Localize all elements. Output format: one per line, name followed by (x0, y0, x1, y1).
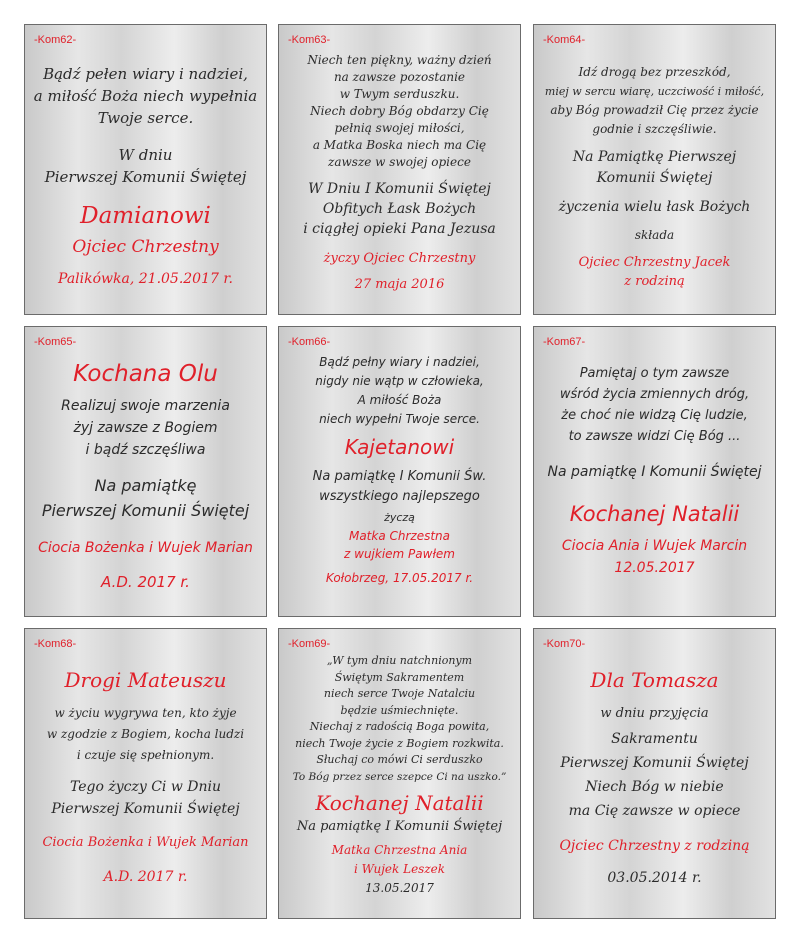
verse-line: w dniu przyjęcia (600, 706, 709, 721)
plate-code: -Kom62- (34, 34, 77, 46)
verse-line: życzenia wielu łask Bożych (558, 199, 751, 215)
plate-text (31, 63, 260, 290)
plate-kom70 (533, 628, 776, 919)
verse-line: Niech ten piękny, ważny dzień (307, 53, 492, 67)
verse-line: Na pamiątkę I Komunii Św. (312, 469, 487, 484)
verse-line: W dniu (118, 146, 173, 164)
sender: Ciocia Bożenka i Wujek Marian (42, 835, 249, 850)
verse-line: W Dniu I Komunii Świętej (308, 181, 491, 197)
verse-line: Na pamiątkę I Komunii Świętej (296, 819, 503, 834)
verse-line: miej w sercu wiarę, uczciwość i miłość, (544, 85, 765, 98)
verse-line: niech wypełni Twoje serce. (319, 412, 480, 426)
plate-kom65 (24, 326, 267, 617)
verse-line: Pierwszej Komunii Świętej (560, 755, 749, 771)
sender: Matka Chrzestna Ania (331, 843, 468, 857)
plate-text (540, 63, 769, 291)
date-line: A.D. 2017 r. (103, 869, 188, 885)
plate-code: -Kom64- (543, 34, 586, 46)
verse-line: Niechaj z radością Boga powita, (309, 720, 490, 733)
verse-line: Realizuj swoje marzenia (61, 398, 230, 414)
plate-code: -Kom68- (34, 638, 77, 650)
recipient-name: Kochana Olu (73, 361, 218, 387)
verse-line: i bądź szczęśliwa (85, 442, 206, 458)
plate-text (285, 52, 514, 295)
verse-line: w Twym serduszku. (339, 87, 460, 101)
plate-kom66 (278, 326, 521, 617)
date-line: Kołobrzeg, 17.05.2017 r. (325, 571, 474, 585)
recipient-name: Drogi Mateuszu (64, 668, 227, 692)
recipient-name: Dla Tomasza (590, 668, 719, 692)
verse-line: zawsze w swojej opiece (328, 155, 471, 169)
verse-line: Tego życzy Ci w Dniu (69, 779, 222, 795)
verse-line: w życiu wygrywa ten, kto żyje (54, 706, 237, 720)
verse-line: Na Pamiątkę Pierwszej (572, 149, 737, 165)
verse-line: wszystkiego najlepszego (319, 489, 480, 504)
recipient-name: Kochanej Natalii (569, 502, 740, 526)
date-line: 12.05.2017 (614, 560, 695, 576)
verse-line: To Bóg przez serce szepce Ci na uszko.” (292, 770, 507, 783)
plate-text (285, 353, 514, 587)
verse-line: Obfitych Łask Bożych (322, 201, 477, 217)
verse-line: aby Bóg prowadził Cię przez życie (550, 103, 759, 117)
verse-line: Na pamiątkę (94, 476, 197, 495)
plate-code: -Kom65- (34, 336, 77, 348)
verse-line: wśród życia zmiennych dróg, (559, 387, 750, 402)
sender: Matka Chrzestna (348, 529, 451, 543)
sender: i Wujek Leszek (353, 862, 446, 876)
verse-line: Komunii Świętej (596, 170, 713, 186)
plate-code: -Kom69- (288, 638, 331, 650)
plate-kom63 (278, 24, 521, 315)
sender: Ojciec Chrzestny z rodziną (559, 838, 750, 854)
plate-code: -Kom67- (543, 336, 586, 348)
verse-line: Świętym Sakramentem (334, 670, 465, 684)
plate-kom67 (533, 326, 776, 617)
verse-line: na zawsze pozostanie (333, 70, 466, 84)
sender: Ojciec Chrzestny Jacek (578, 255, 731, 270)
recipient-name: Damianowi (80, 203, 211, 229)
verse-line: Sakramentu (611, 731, 698, 747)
sender: życzy Ojciec Chrzestny (323, 251, 476, 266)
date-line: A.D. 2017 r. (101, 573, 190, 591)
plate-kom62 (24, 24, 267, 315)
verse-line: ma Cię zawsze w opiece (568, 803, 741, 819)
plate-code: -Kom63- (288, 34, 331, 46)
sender: Ciocia Ania i Wujek Marcin (561, 538, 748, 554)
verse-line: Twoje serce. (97, 109, 194, 127)
verse-line: a Matka Boska niech ma Cię (312, 138, 487, 152)
verse-line: pełnią swojej miłości, (334, 121, 465, 135)
plate-text (31, 665, 260, 888)
verse-line: Pierwszej Komunii Świętej (41, 501, 250, 520)
verse-line: Niech dobry Bóg obdarzy Cię (310, 104, 489, 118)
verse-line: to zawsze widzi Cię Bóg ... (568, 429, 741, 444)
verse-line: niech serce Twoje Natalciu (323, 687, 476, 700)
plate-text (540, 665, 769, 889)
sender: Ciocia Bożenka i Wujek Marian (38, 540, 253, 556)
sender: Ojciec Chrzestny (72, 237, 219, 257)
verse-line: Idź drogą bez przeszkód, (578, 65, 731, 79)
verse-line: Niech Bóg w niebie (585, 779, 724, 795)
verse-line: Pierwszej Komunii Świętej (44, 168, 247, 186)
verse-line: żyj zawsze z Bogiem (73, 420, 218, 436)
plate-text (31, 357, 260, 593)
verse-line: życzą (384, 511, 415, 524)
plate-text (540, 363, 769, 579)
recipient-name: Kochanej Natalii (315, 791, 484, 815)
verse-line: Bądź pełny wiary i nadziei, (319, 355, 480, 369)
verse-line: Na pamiątkę I Komunii Świętej (547, 464, 762, 480)
verse-line: Pamiętaj o tym zawsze (579, 366, 730, 381)
date-line: Palikówka, 21.05.2017 r. (58, 271, 233, 287)
verse-line: nigdy nie wątp w człowieka, (315, 374, 484, 388)
verse-line: a miłość Boża niech wypełnia (33, 87, 258, 105)
recipient-name: Kajetanowi (344, 435, 455, 459)
verse-line: i czuje się spełnionym. (76, 748, 215, 762)
plate-code: -Kom70- (543, 638, 586, 650)
verse-line: składa (634, 228, 675, 242)
date-line: 13.05.2017 (365, 881, 434, 895)
verse-line: „W tym dniu natchnionym (326, 654, 473, 667)
verse-line: i ciągłej opieki Pana Jezusa (303, 221, 496, 237)
verse-line: będzie uśmiechnięte. (340, 703, 459, 717)
date-line: 03.05.2014 r. (607, 870, 702, 886)
plate-code: -Kom66- (288, 336, 331, 348)
date-line: 27 maja 2016 (354, 277, 445, 292)
verse-line: Słuchaj co mówi Ci serduszko (316, 753, 483, 766)
verse-line: A miłość Boża (357, 393, 442, 407)
verse-line: Pierwszej Komunii Świętej (51, 801, 240, 817)
plate-kom69 (278, 628, 521, 919)
verse-line: godnie i szczęśliwie. (592, 122, 717, 136)
plate-kom68 (24, 628, 267, 919)
verse-line: w zgodzie z Bogiem, kocha ludzi (46, 727, 245, 741)
verse-line: Bądź pełen wiary i nadziei, (43, 65, 248, 83)
plate-text (285, 653, 514, 898)
sender: z wujkiem Pawłem (344, 547, 455, 561)
sender: z rodziną (624, 274, 685, 289)
verse-line: niech Twoje życie z Bogiem rozkwita. (295, 736, 504, 750)
plate-kom64 (533, 24, 776, 315)
verse-line: że choć nie widzą Cię ludzie, (561, 408, 748, 423)
